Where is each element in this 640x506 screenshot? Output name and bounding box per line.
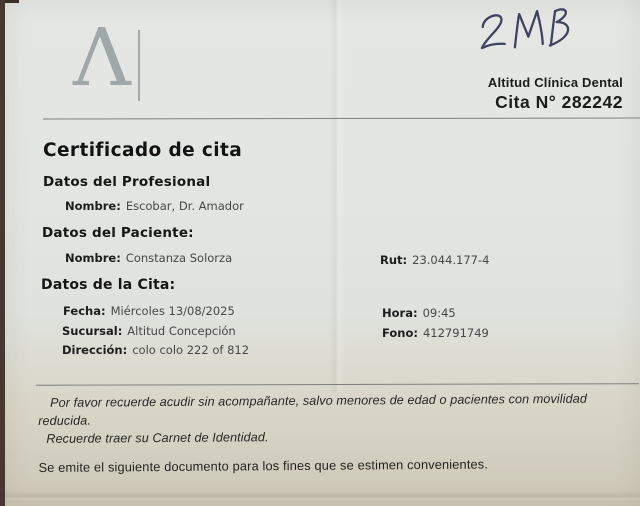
field-appointment-phone xyxy=(382,326,489,340)
paper-page xyxy=(5,0,640,506)
field-value: Miércoles 13/08/2025 xyxy=(110,304,235,318)
field-label: Dirección: xyxy=(62,343,128,357)
footer-issue-statement: Se emite el siguiente documento para los fines que se estimen convenientes. xyxy=(38,456,489,475)
field-appointment-time xyxy=(382,306,456,320)
field-appointment-date xyxy=(63,304,235,318)
field-label: Hora: xyxy=(382,306,418,320)
field-appointment-address xyxy=(62,343,249,357)
footer-notice-id-card: Recuerde traer su Carnet de Identidad. xyxy=(46,429,269,446)
footer-notice-companion: Por favor recuerde acudir sin acompañante, salvo menores de edad o pacientes con movilidad reducida. xyxy=(38,391,587,428)
field-label: Nombre: xyxy=(65,251,121,265)
field-value: colo colo 222 of 812 xyxy=(132,343,250,357)
field-patient-name xyxy=(65,251,232,265)
field-value: 09:45 xyxy=(422,306,456,320)
section-heading-professional: Datos del Profesional xyxy=(43,174,211,190)
clinic-logo-lambda-icon: Λ xyxy=(73,11,131,104)
logo-divider xyxy=(138,30,140,101)
section-heading-patient: Datos del Paciente: xyxy=(42,225,194,241)
field-appointment-branch xyxy=(62,324,236,338)
field-label: Fecha: xyxy=(63,304,106,318)
appointment-number: Cita N° 282242 xyxy=(495,92,623,112)
horizontal-fold-crease xyxy=(5,490,640,502)
clinic-name: Altitud Clínica Dental xyxy=(487,75,623,90)
field-label: Sucursal: xyxy=(62,324,123,338)
field-label: Rut: xyxy=(380,253,408,267)
field-value: 23.044.177-4 xyxy=(412,253,490,267)
field-value: Constanza Solorza xyxy=(125,251,233,265)
vertical-fold-crease xyxy=(328,0,346,392)
field-value: 412791749 xyxy=(422,326,489,340)
header-block xyxy=(488,75,623,113)
field-label: Nombre: xyxy=(65,199,121,213)
handwritten-note xyxy=(470,3,572,56)
section-heading-appointment: Datos de la Cita: xyxy=(41,277,176,293)
field-professional-name xyxy=(65,199,244,213)
field-value: Altitud Concepción xyxy=(127,324,236,338)
document-title: Certificado de cita xyxy=(43,140,243,161)
field-label: Fono: xyxy=(382,326,418,340)
scan-edge xyxy=(5,0,19,3)
footer-block xyxy=(38,390,633,474)
field-patient-rut xyxy=(380,253,489,267)
field-value: Escobar, Dr. Amador xyxy=(125,199,244,213)
